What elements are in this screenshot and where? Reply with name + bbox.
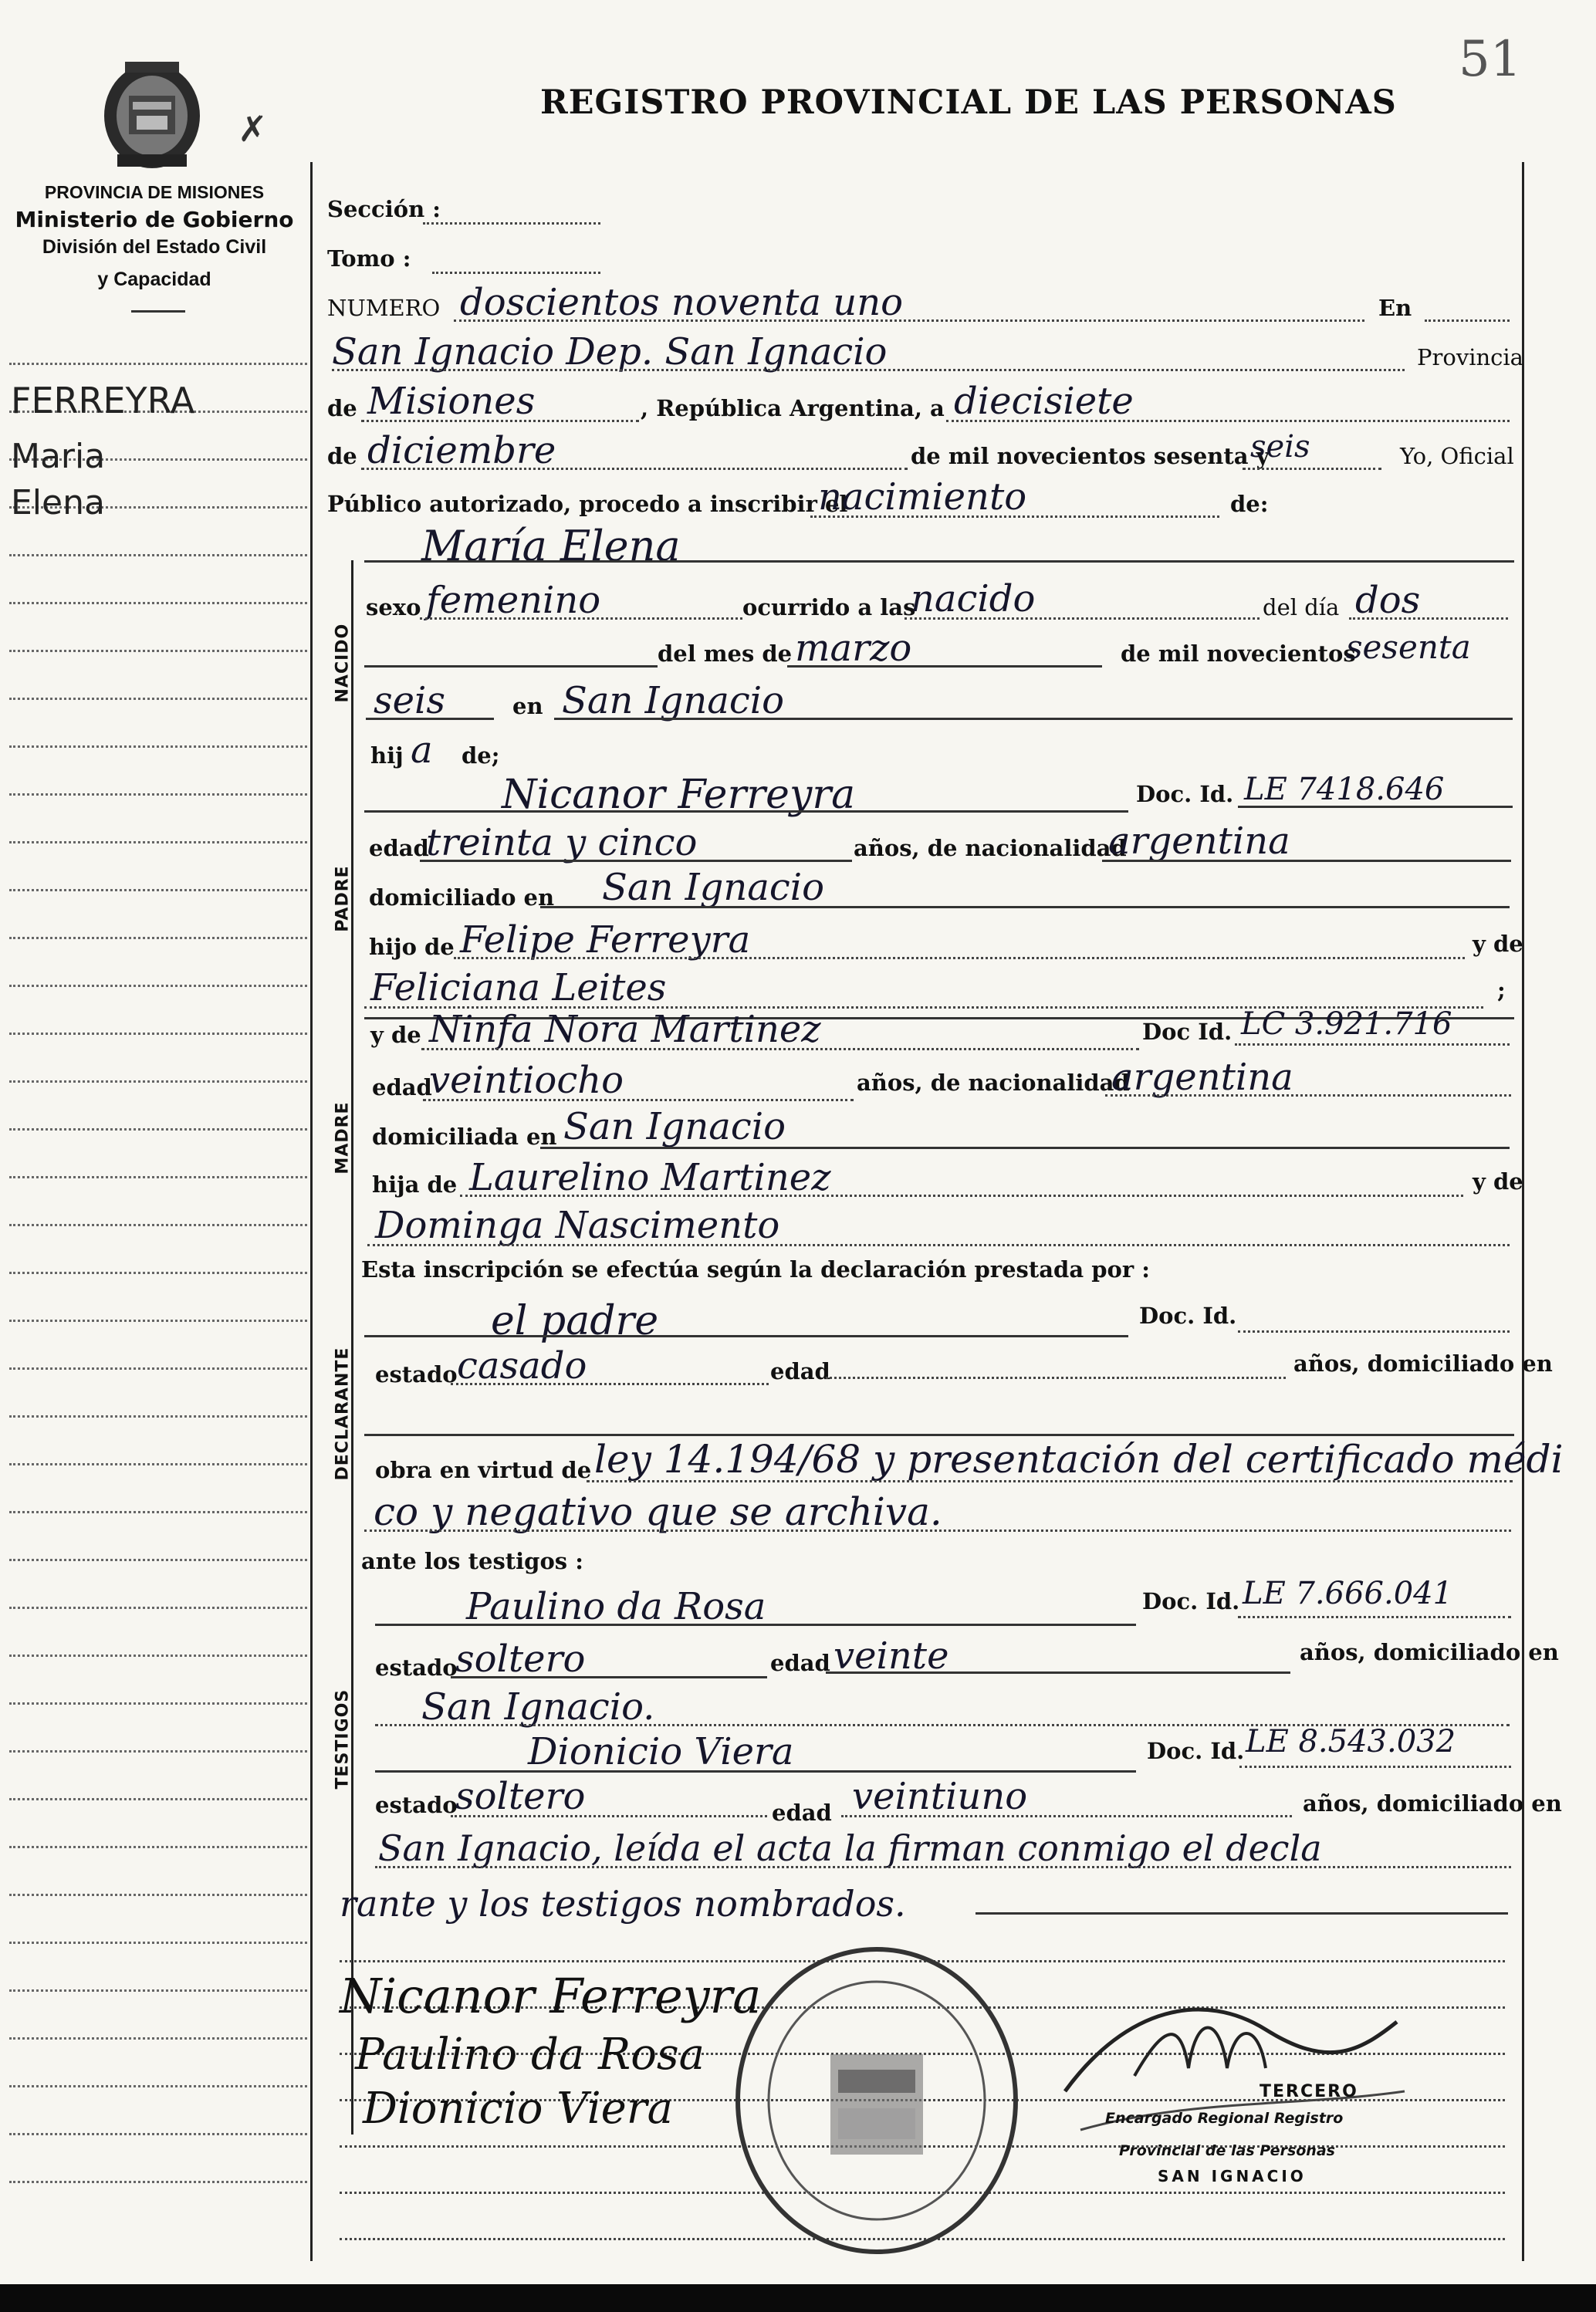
anio-nac-2-field xyxy=(366,718,494,720)
label-sexo: sexo xyxy=(366,594,421,620)
label-ante-testigos: ante los testigos : xyxy=(361,1548,583,1574)
entry-dia: diecisiete xyxy=(954,380,1134,423)
label-provincia: Provincia xyxy=(1417,344,1523,370)
left-frame-line xyxy=(310,162,313,2261)
entry-madre-edad: veintiocho xyxy=(429,1059,624,1102)
entry-testigo2: Dionicio Viera xyxy=(528,1730,794,1773)
entry-padre-madre: Feliciana Leites xyxy=(370,966,667,1009)
hora-field xyxy=(905,617,1260,620)
label-del-mes: del mes de xyxy=(658,641,793,667)
margin-ruled-line xyxy=(9,2133,307,2135)
margin-given-name-2: Elena xyxy=(11,483,105,522)
lugar-nac-field xyxy=(554,718,1513,720)
header-underline xyxy=(131,310,185,313)
entry-sexo: femenino xyxy=(426,579,601,622)
seccion-field xyxy=(423,222,600,225)
label-de-2: de xyxy=(327,443,357,469)
margin-ruled-line xyxy=(9,1894,307,1896)
scan-bottom-bar xyxy=(0,2284,1596,2312)
label-numero: NUMERO xyxy=(327,295,441,321)
margin-ruled-line xyxy=(9,1846,307,1848)
entry-madre-nombre: Ninfa Nora Martinez xyxy=(429,1008,821,1051)
label-padre-nacionalidad: años, de nacionalidad xyxy=(854,835,1127,861)
label-inscripcion: Esta inscripción se efectúa según la declaración prestada por : xyxy=(361,1256,1150,1283)
label-republica: , República Argentina, a xyxy=(641,395,945,421)
madre-nacionalidad-field xyxy=(1105,1094,1511,1097)
entry-declarante: el padre xyxy=(491,1298,659,1344)
label-madre-doc: Doc Id. xyxy=(1142,1019,1233,1045)
margin-ruled-line xyxy=(9,698,307,700)
entry-testigo1-edad: veinte xyxy=(834,1634,949,1678)
label-semicolon: ; xyxy=(1497,977,1506,1003)
dia-field xyxy=(946,420,1510,422)
margin-ruled-line xyxy=(9,1942,307,1944)
margin-ruled-line xyxy=(9,1320,307,1322)
label-en-2: en xyxy=(512,693,543,719)
label-madre-hija-de: hija de xyxy=(372,1171,458,1198)
margin-ruled-line xyxy=(9,602,307,604)
label-declarante-estado: estado xyxy=(375,1361,458,1388)
label-obra: obra en virtud de xyxy=(375,1457,592,1483)
label-del-dia: del día xyxy=(1263,594,1340,620)
label-madre-domicilio: domiciliada en xyxy=(372,1124,557,1150)
signature-testigo1: Paulino da Rosa xyxy=(355,2030,705,2080)
label-madre-edad: edad xyxy=(372,1074,432,1100)
margin-ruled-line xyxy=(9,2085,307,2087)
testigo2-estado-field xyxy=(451,1815,767,1817)
entry-madre-nacionalidad: argentina xyxy=(1111,1056,1293,1099)
label-testigo1-domiciliado: años, domiciliado en xyxy=(1300,1639,1559,1665)
official-seal-icon xyxy=(722,1938,1031,2263)
madre-domicilio-field xyxy=(540,1147,1510,1149)
padre-edad-field xyxy=(420,860,852,862)
entry-provincia: Misiones xyxy=(367,380,536,423)
mes-nac-field xyxy=(787,665,1102,668)
header-ministry: Ministerio de Gobierno xyxy=(15,207,294,232)
header-province: PROVINCIA DE MISIONES xyxy=(44,182,265,202)
testigo2-doc-field xyxy=(1239,1766,1511,1768)
margin-ruled-line xyxy=(9,363,307,365)
cierre-field-1 xyxy=(375,1866,1511,1868)
entry-obra-line1: ley 14.194/68 y presentación del certificado médi xyxy=(594,1437,1564,1482)
label-testigo1-estado: estado xyxy=(375,1655,458,1681)
madre-padre-field xyxy=(460,1195,1463,1197)
madre-nombre-field xyxy=(421,1048,1139,1050)
testigo1-nombre-line xyxy=(375,1624,1136,1626)
acto-field xyxy=(810,515,1219,518)
nacido-line-2a xyxy=(364,665,658,668)
document-title: REGISTRO PROVINCIAL DE LAS PERSONAS xyxy=(540,83,1397,122)
label-de: de xyxy=(327,395,357,421)
testigo1-doc-field xyxy=(1238,1616,1511,1618)
entry-madre-madre: Dominga Nascimento xyxy=(375,1204,780,1247)
header-division-line2: y Capacidad xyxy=(97,269,211,290)
stamp-name: TERCERO xyxy=(1260,2082,1358,2101)
entry-mes-nac: marzo xyxy=(795,627,912,670)
entry-acto: nacimiento xyxy=(818,475,1027,519)
declarante-line-3 xyxy=(364,1434,1514,1436)
right-frame-line xyxy=(1522,162,1524,2261)
entry-numero: doscientos noventa uno xyxy=(460,281,904,324)
label-padre-y-de: y de xyxy=(1473,931,1523,957)
label-testigo1-doc: Doc. Id. xyxy=(1142,1588,1240,1614)
en-field xyxy=(1425,319,1510,322)
stamp-line1: Encargado Regional Registro xyxy=(1105,2110,1344,2127)
padre-domicilio-field xyxy=(540,906,1510,908)
margin-ruled-line xyxy=(9,1702,307,1705)
margin-ruled-line xyxy=(9,937,307,939)
margin-ruled-line xyxy=(9,554,307,556)
testigo2-edad-field xyxy=(841,1815,1292,1817)
label-declarante-edad: edad xyxy=(770,1358,830,1384)
obra-field-2 xyxy=(364,1530,1511,1532)
testigo1-edad-field xyxy=(826,1671,1290,1674)
entry-padre-padre: Felipe Ferreyra xyxy=(460,918,751,962)
label-padre-edad: edad xyxy=(369,835,429,861)
obra-field-1 xyxy=(587,1480,1513,1482)
entry-madre-domicilio: San Ignacio xyxy=(563,1105,786,1148)
margin-ruled-line xyxy=(9,1033,307,1035)
entry-nacido-nombre: María Elena xyxy=(421,522,681,570)
label-testigo2-domiciliado: años, domiciliado en xyxy=(1303,1790,1562,1817)
margin-ruled-line xyxy=(9,650,307,652)
margin-ruled-line xyxy=(9,793,307,796)
margin-ruled-line xyxy=(9,1224,307,1226)
label-testigo1-edad: edad xyxy=(770,1650,830,1676)
margin-ruled-line xyxy=(9,1798,307,1800)
section-label-padre: PADRE xyxy=(333,865,353,932)
entry-mes: diciembre xyxy=(367,429,556,472)
signature-testigo2: Dionicio Viera xyxy=(363,2084,673,2134)
entry-lugar: San Ignacio Dep. San Ignacio xyxy=(332,330,888,374)
stamp-line3: SAN IGNACIO xyxy=(1158,2167,1307,2185)
label-publico: Público autorizado, procedo a inscribir el xyxy=(327,491,848,517)
margin-ruled-line xyxy=(9,1750,307,1753)
entry-anio-nac-1: sesenta xyxy=(1346,628,1471,666)
entry-declarante-estado: casado xyxy=(457,1344,587,1388)
margin-given-name-1: Maria xyxy=(11,437,106,476)
entry-cierre-line1: San Ignacio, leída el acta la firman conmigo el decla xyxy=(378,1827,1322,1869)
mes-field xyxy=(361,468,908,470)
label-declarante-domiciliado: años, domiciliado en xyxy=(1293,1350,1553,1377)
declarante-doc-field xyxy=(1238,1330,1510,1333)
entry-anio-nac-2: seis xyxy=(374,679,446,722)
declarante-estado-field xyxy=(451,1383,769,1385)
declarante-nombre-line xyxy=(364,1335,1128,1337)
padre-padre-field xyxy=(454,957,1465,959)
label-testigo2-doc: Doc. Id. xyxy=(1147,1738,1245,1764)
padre-doc-field xyxy=(1238,806,1513,808)
stamp-line2: Provincial de las Personas xyxy=(1119,2142,1335,2159)
label-padre-hijo-de: hijo de xyxy=(369,934,455,960)
entry-hij-suffix: a xyxy=(411,728,433,772)
entry-padre-domicilio: San Ignacio xyxy=(602,866,825,909)
section-label-testigos: TESTIGOS xyxy=(333,1688,353,1790)
entry-hora: nacido xyxy=(911,577,1036,620)
margin-ruled-line xyxy=(9,1511,307,1513)
entry-testigo1-estado: soltero xyxy=(455,1638,586,1681)
lugar-field xyxy=(332,369,1405,371)
entry-testigo1: Paulino da Rosa xyxy=(466,1585,766,1628)
label-padre-domicilio: domiciliado en xyxy=(369,884,555,911)
label-madre-y-de-2: y de xyxy=(1473,1168,1523,1195)
dia-nac-field xyxy=(1349,617,1508,620)
margin-ruled-line xyxy=(9,985,307,987)
entry-testigo2-estado: soltero xyxy=(455,1775,586,1818)
testigo2-nombre-line xyxy=(375,1770,1136,1773)
label-seccion: Sección : xyxy=(327,196,441,222)
entry-anio: seis xyxy=(1250,429,1310,465)
entry-testigo1-doc: LE 7.666.041 xyxy=(1243,1576,1453,1611)
margin-surname: FERREYRA xyxy=(11,380,195,421)
signature-padre: Nicanor Ferreyra xyxy=(340,1968,762,2024)
section-label-madre: MADRE xyxy=(333,1101,353,1175)
label-padre-doc: Doc. Id. xyxy=(1136,781,1234,807)
madre-madre-field xyxy=(367,1244,1510,1246)
provincia-field xyxy=(361,420,639,422)
label-de-semi: de; xyxy=(462,742,500,769)
margin-ruled-line xyxy=(9,745,307,748)
margin-ruled-line xyxy=(9,1080,307,1083)
entry-padre-nacionalidad: argentina xyxy=(1108,820,1290,863)
label-tomo: Tomo : xyxy=(327,245,411,272)
margin-ruled-line xyxy=(9,1607,307,1609)
tomo-field xyxy=(432,272,600,274)
margin-ruled-line xyxy=(9,1559,307,1561)
entry-obra-line2: co y negativo que se archiva. xyxy=(374,1489,942,1534)
entry-testigo2-doc: LE 8.543.032 xyxy=(1246,1724,1456,1759)
section-label-nacido: NACIDO xyxy=(333,623,353,703)
margin-ruled-line xyxy=(9,1176,307,1178)
label-madre-y-de: y de xyxy=(370,1022,421,1048)
margin-ruled-line xyxy=(9,1463,307,1465)
entry-testigo1-domicilio: San Ignacio. xyxy=(421,1685,655,1729)
label-yo-oficial: Yo, Oficial xyxy=(1400,443,1514,469)
entry-lugar-nac: San Ignacio xyxy=(562,679,785,722)
margin-ruled-line xyxy=(9,2037,307,2040)
label-ocurrido: ocurrido a las xyxy=(742,594,916,620)
margin-ruled-line xyxy=(9,889,307,891)
margin-ruled-line xyxy=(9,1128,307,1131)
header-division-line1: División del Estado Civil xyxy=(42,236,267,258)
nacido-nombre-line xyxy=(364,560,1514,563)
margin-mark: ✗ xyxy=(238,109,268,149)
entry-madre-padre: Laurelino Martinez xyxy=(469,1156,831,1199)
entry-madre-doc: LC 3.921.716 xyxy=(1241,1006,1452,1042)
entry-padre-doc: LE 7418.646 xyxy=(1244,772,1445,807)
margin-ruled-line xyxy=(9,2181,307,2183)
numero-field xyxy=(454,319,1364,322)
label-declarante-doc: Doc. Id. xyxy=(1139,1303,1237,1329)
label-en: En xyxy=(1378,295,1412,321)
sexo-field xyxy=(420,617,742,620)
margin-ruled-line xyxy=(9,841,307,843)
label-mil-novecientos: de mil novecientos sesenta y xyxy=(911,443,1270,469)
margin-ruled-line xyxy=(9,1989,307,1992)
madre-doc-field xyxy=(1235,1043,1510,1046)
label-hij: hij xyxy=(370,742,404,769)
testigo1-estado-field xyxy=(451,1676,767,1678)
anio-field xyxy=(1243,468,1381,470)
entry-padre-nombre: Nicanor Ferreyra xyxy=(502,772,856,818)
margin-ruled-line xyxy=(9,1415,307,1418)
entry-testigo2-edad: veintiuno xyxy=(852,1775,1028,1818)
page-number: 51 xyxy=(1459,31,1522,88)
entry-padre-edad: treinta y cinco xyxy=(426,821,698,864)
entry-dia-nac: dos xyxy=(1355,579,1421,622)
label-mil-nov: de mil novecientos xyxy=(1121,641,1356,667)
entry-cierre-line2: rante y los testigos nombrados. xyxy=(340,1883,906,1925)
provincial-crest-icon xyxy=(94,56,210,171)
label-madre-nacionalidad: años, de nacionalidad xyxy=(857,1070,1130,1096)
declarante-edad-field xyxy=(826,1377,1286,1379)
margin-ruled-line xyxy=(9,1367,307,1370)
section-label-declarante: DECLARANTE xyxy=(333,1347,353,1481)
label-de-colon: de: xyxy=(1230,491,1269,517)
madre-edad-field xyxy=(423,1099,854,1101)
label-testigo2-edad: edad xyxy=(772,1800,832,1826)
padre-nacionalidad-field xyxy=(1102,860,1511,862)
margin-ruled-line xyxy=(9,1272,307,1274)
cierre-field-2 xyxy=(976,1912,1508,1915)
margin-ruled-line xyxy=(9,1655,307,1657)
padre-nombre-line xyxy=(364,810,1128,813)
label-testigo2-estado: estado xyxy=(375,1792,458,1818)
